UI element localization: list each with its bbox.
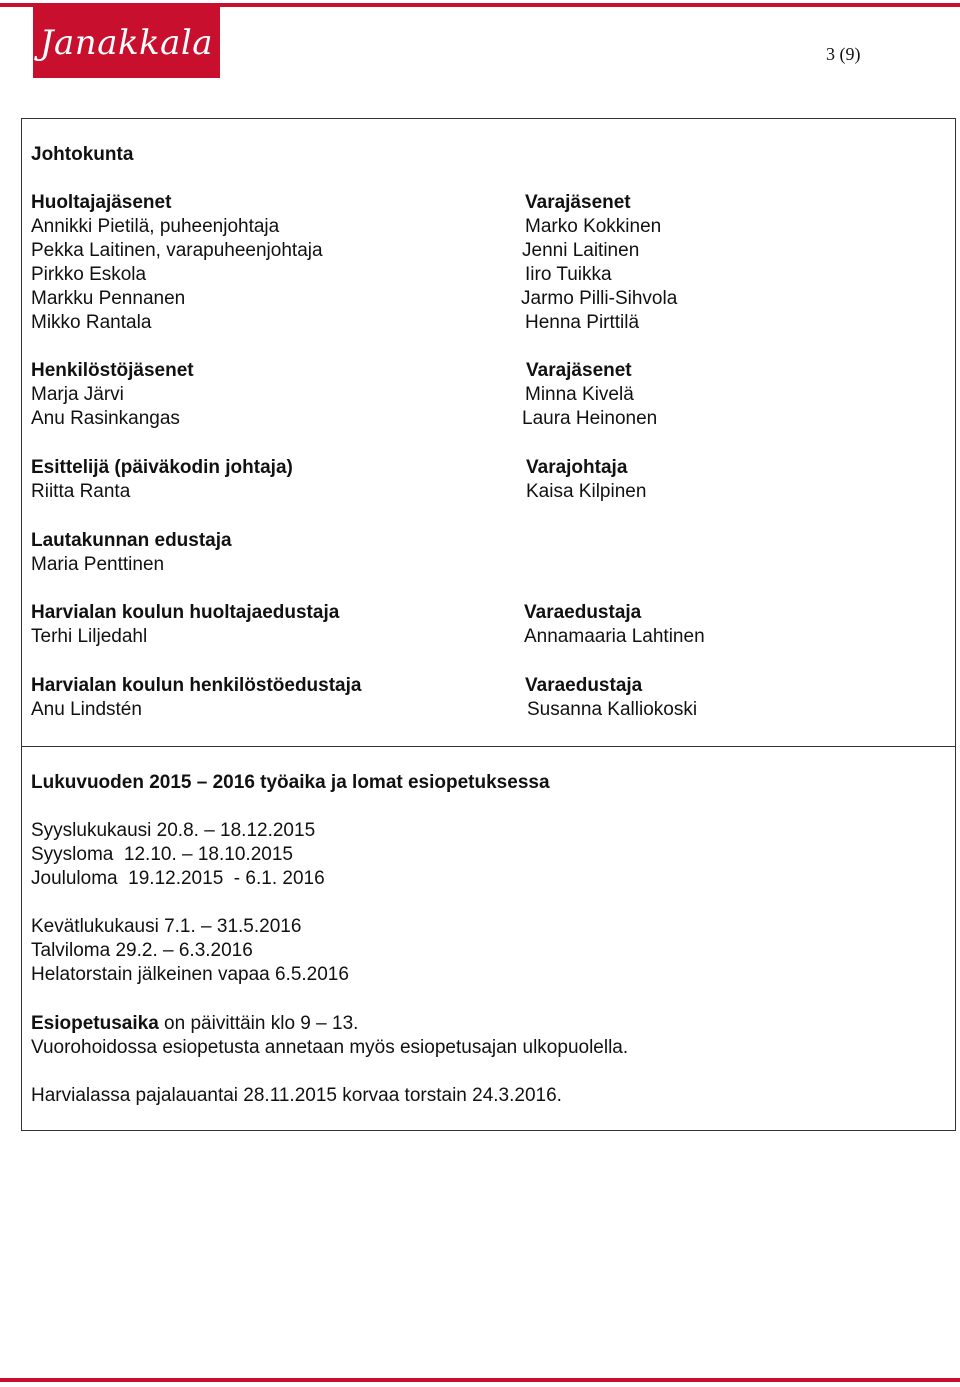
workshop-saturday-line: Harvialassa pajalauantai 28.11.2015 korvaa torstain 24.3.2016.	[31, 1085, 562, 1106]
guardian-deputy: Iiro Tuikka	[525, 264, 612, 285]
presenter-heading: Esittelijä (päiväkodin johtaja)	[31, 457, 293, 478]
preschool-time-label: Esiopetusaika	[31, 1013, 159, 1034]
staff-members-heading: Henkilöstöjäsenet	[31, 360, 194, 381]
school-staff-rep-heading: Harvialan koulun henkilöstöedustaja	[31, 675, 362, 696]
guardian-members-heading: Huoltajajäsenet	[31, 192, 172, 213]
schedule-line: Kevätlukukausi 7.1. – 31.5.2016	[31, 916, 302, 937]
staff-deputies-heading: Varajäsenet	[526, 360, 632, 381]
school-guardian-rep-name: Terhi Liljedahl	[31, 626, 148, 647]
deputy-director-name: Kaisa Kilpinen	[526, 481, 647, 502]
schedule-line: Talviloma 29.2. – 6.3.2016	[31, 940, 253, 961]
schedule-line: Syyslukukausi 20.8. – 18.12.2015	[31, 820, 316, 841]
schedule-line: Syysloma 12.10. – 18.10.2015	[31, 844, 293, 865]
preschool-time-value: on päivittäin klo 9 – 13.	[158, 1013, 359, 1034]
board-title: Johtokunta	[31, 144, 134, 165]
school-guardian-deputy-heading: Varaedustaja	[524, 602, 642, 623]
committee-rep-name: Maria Penttinen	[31, 554, 165, 575]
janakkala-logo: Janakkala	[33, 7, 220, 78]
guardian-member: Markku Pennanen	[31, 288, 186, 309]
staff-deputy: Laura Heinonen	[522, 408, 658, 429]
guardian-deputy: Jenni Laitinen	[522, 240, 640, 261]
presenter-name: Riitta Ranta	[31, 481, 131, 502]
school-guardian-deputy-name: Annamaaria Lahtinen	[524, 626, 705, 647]
staff-deputy: Minna Kivelä	[525, 384, 634, 405]
guardian-deputies-heading: Varajäsenet	[525, 192, 631, 213]
preschool-time-line	[31, 1012, 358, 1036]
schedule-line: Helatorstain jälkeinen vapaa 6.5.2016	[31, 964, 349, 985]
staff-member: Marja Järvi	[31, 384, 124, 405]
schedule-line: Joululoma 19.12.2015 - 6.1. 2016	[31, 868, 325, 889]
school-guardian-rep-heading: Harvialan koulun huoltajaedustaja	[31, 602, 340, 623]
staff-member: Anu Rasinkangas	[31, 408, 180, 429]
deputy-director-heading: Varajohtaja	[526, 457, 628, 478]
guardian-member: Pirkko Eskola	[31, 264, 147, 285]
school-staff-rep-name: Anu Lindstén	[31, 699, 142, 720]
guardian-member: Mikko Rantala	[31, 312, 152, 333]
shift-care-line: Vuorohoidossa esiopetusta annetaan myös esiopetusajan ulkopuolella.	[31, 1037, 629, 1058]
schedule-title: Lukuvuoden 2015 – 2016 työaika ja lomat esiopetuksessa	[31, 772, 550, 793]
guardian-deputy: Jarmo Pilli-Sihvola	[521, 288, 678, 309]
committee-rep-heading: Lautakunnan edustaja	[31, 530, 232, 551]
guardian-deputy: Henna Pirttilä	[525, 312, 640, 333]
school-staff-deputy-name: Susanna Kalliokoski	[527, 699, 698, 720]
page-number: 3 (9)	[826, 44, 861, 64]
bottom-rule	[0, 1378, 960, 1382]
guardian-member: Pekka Laitinen, varapuheenjohtaja	[31, 240, 323, 261]
guardian-member: Annikki Pietilä, puheenjohtaja	[31, 216, 280, 237]
school-staff-deputy-heading: Varaedustaja	[525, 675, 643, 696]
guardian-deputy: Marko Kokkinen	[525, 216, 662, 237]
